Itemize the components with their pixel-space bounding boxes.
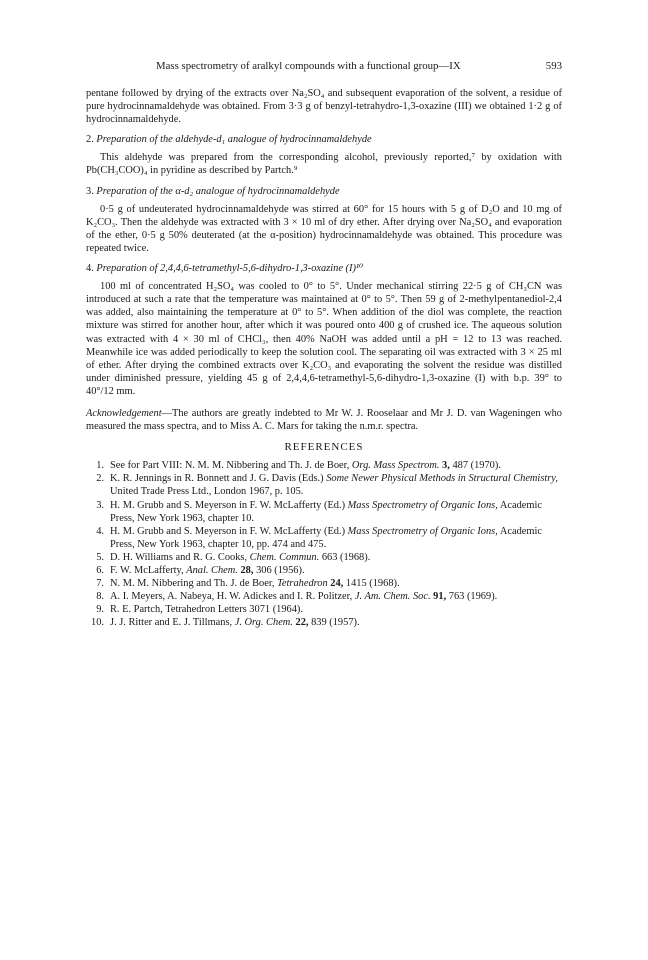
- reference-volume: 3,: [439, 460, 450, 472]
- reference-pages: 763 (1969).: [446, 591, 498, 603]
- section-body: 0·5 g of undeuterated hydrocinnamaldehyde was stirred at 60° for 15 hours with 5 g of D₂O and 10 mg of K₂CO₃. Then the aldehyde was extracted with 3 × 10 ml of dry ether. After drying over Na₂SO₄ and evaporation of the ether, 0·5 g 50% deuterated (at the α-position) hydrocinnamaldehyde was obtained. This procedure was repeated twice.: [86, 203, 562, 254]
- reference-item: [86, 590, 562, 603]
- reference-pages: United Trade Press Ltd., London 1967, p. 105.: [110, 486, 304, 498]
- reference-journal: Some Newer Physical Methods in Structural Chemistry,: [326, 473, 558, 485]
- acknowledgement-heading: Acknowledgement: [86, 407, 162, 419]
- reference-list: [86, 459, 562, 629]
- reference-pages: Academic Press, New York 1963, chapter 10, pp. 474 and 475.: [110, 525, 542, 550]
- reference-authors: F. W. McLafferty,: [110, 565, 187, 576]
- reference-authors: H. M. Grubb and S. Meyerson in F. W. McLafferty (Ed.): [110, 525, 348, 537]
- section-number: 4.: [86, 263, 94, 275]
- reference-volume: 22,: [292, 617, 309, 629]
- reference-number: 2.: [96, 473, 104, 485]
- reference-item: [86, 564, 562, 577]
- reference-authors: A. I. Meyers, A. Nabeya, H. W. Adickes and I. R. Politzer,: [110, 591, 355, 603]
- reference-journal: Tetrahedron: [277, 578, 328, 590]
- reference-volume: 24,: [327, 578, 344, 590]
- reference-authors: J. J. Ritter and E. J. Tillmans,: [110, 617, 235, 629]
- reference-number: 7.: [96, 578, 104, 590]
- reference-authors: K. R. Jennings in R. Bonnett and J. G. Davis (Eds.): [110, 473, 327, 485]
- reference-item: [86, 525, 562, 551]
- reference-item: [86, 577, 562, 590]
- section-title: Preparation of the α-d₂ analogue of hydrocinnamaldehyde: [96, 185, 340, 197]
- section-number: 2.: [86, 134, 94, 146]
- section-title: Preparation of 2,4,4,6-tetramethyl-5,6-dihydro-1,3-oxazine (I)¹⁰: [96, 263, 364, 275]
- section-heading: [86, 133, 562, 146]
- page-number: 593: [545, 60, 562, 72]
- reference-number: 9.: [96, 604, 104, 616]
- reference-journal: J. Am. Chem. Soc.: [354, 591, 431, 603]
- reference-pages: 1415 (1968).: [343, 578, 400, 590]
- reference-authors: R. E. Partch, Tetrahedron Letters 3071 (1964).: [110, 604, 303, 616]
- reference-item: [86, 603, 562, 616]
- reference-journal: Chem. Commun.: [249, 551, 320, 563]
- reference-journal: Org. Mass Spectrom.: [351, 460, 440, 472]
- section-body: This aldehyde was prepared from the corresponding alcohol, previously reported,⁷ by oxidation with Pb(CH₃COO)₄ in pyridine as described by Partch.⁹: [86, 152, 562, 177]
- reference-number: 3.: [96, 499, 104, 511]
- reference-item: [86, 499, 562, 525]
- reference-pages: 663 (1968).: [319, 551, 371, 563]
- reference-volume: 28,: [237, 565, 254, 576]
- reference-item: [86, 472, 562, 498]
- reference-pages: 839 (1957).: [308, 617, 360, 629]
- reference-pages: Academic Press, New York 1963, chapter 10.: [110, 499, 542, 524]
- reference-pages: 306 (1956).: [253, 565, 305, 576]
- intro-paragraph: pentane followed by drying of the extracts over Na₂SO₄ and subsequent evaporation of the solvent, a residue of pure hydrocinnamaldehyde was obtained. From 3·3 g of benzyl-tetrahydro-1,3-oxazine (III) we obtained 1·2 g of hydrocinnamaldehyde.: [86, 88, 562, 126]
- reference-volume: 91,: [430, 591, 447, 603]
- section-title: Preparation of the aldehyde-d₁ analogue of hydrocinnamaldehyde: [96, 134, 372, 146]
- running-title: Mass spectrometry of aralkyl compounds with a functional group—IX: [156, 60, 461, 72]
- reference-authors: N. M. M. Nibbering and Th. J. de Boer,: [110, 578, 278, 590]
- references-title: REFERENCES: [284, 441, 364, 454]
- section-alpha-d2: [86, 185, 562, 255]
- reference-authors: D. H. Williams and R. G. Cooks,: [110, 551, 250, 563]
- reference-number: 4.: [96, 525, 104, 537]
- reference-authors: See for Part VIII: N. M. M. Nibbering and Th. J. de Boer,: [110, 460, 352, 472]
- reference-journal: Mass Spectrometry of Organic Ions,: [347, 525, 498, 537]
- reference-journal: J. Org. Chem.: [234, 617, 293, 629]
- reference-item: [86, 459, 562, 472]
- page-content: [86, 87, 562, 629]
- reference-number: 5.: [96, 551, 104, 563]
- reference-item: [86, 551, 562, 564]
- acknowledgement-text: —The authors are greatly indebted to Mr W. J. Rooselaar and Mr J. D. van Wageningen who measured the mass spectra, and to Miss A. C. Mars for taking the n.m.r. spectra.: [86, 407, 562, 433]
- section-heading: [86, 185, 562, 198]
- section-aldehyde-d1: [86, 133, 562, 177]
- reference-journal: Mass Spectrometry of Organic Ions,: [347, 499, 498, 511]
- section-oxazine: [86, 262, 562, 398]
- section-body: 100 ml of concentrated H₂SO₄ was cooled to 0° to 5°. Under mechanical stirring 22·5 g of CH₃CN was introduced at such a rate that the temperature was maintained at 0° to 5°. Then 59 g of 2-methylpentanediol-2,4 was added, also maintaining the temperature at 0° to 5°. When addition of the diol was complete, the reaction mixture was stirred for another hour, after which it was poured onto 400 g of crushed ice. The aqueous solution was extracted with 4 × 30 ml of CHCl₃, then 40% NaOH was added until a pH = 12 to 13 was reached. Meanwhile ice was added periodically to keep the solution cool. The separating oil was extracted with 3 × 25 ml of ether. After drying the combined extracts over K₂CO₃ and evaporating the solvent the residue was distilled under diminished pressure, yielding 45 g of 2,4,4,6-tetramethyl-5,6-dihydro-1,3-oxazine (I) with b.p. 39° to 40°/12 mm.: [86, 281, 562, 397]
- reference-item: [86, 616, 562, 629]
- section-number: 3.: [86, 185, 94, 197]
- acknowledgement: [86, 407, 562, 433]
- page-header: [86, 60, 562, 74]
- reference-number: 10.: [91, 617, 104, 629]
- reference-number: 6.: [96, 565, 104, 576]
- reference-journal: Anal. Chem.: [186, 565, 238, 576]
- reference-authors: H. M. Grubb and S. Meyerson in F. W. McLafferty (Ed.): [110, 499, 348, 511]
- reference-number: 1.: [96, 460, 104, 472]
- reference-number: 8.: [96, 591, 104, 603]
- reference-pages: 487 (1970).: [449, 460, 501, 472]
- section-heading: [86, 262, 562, 275]
